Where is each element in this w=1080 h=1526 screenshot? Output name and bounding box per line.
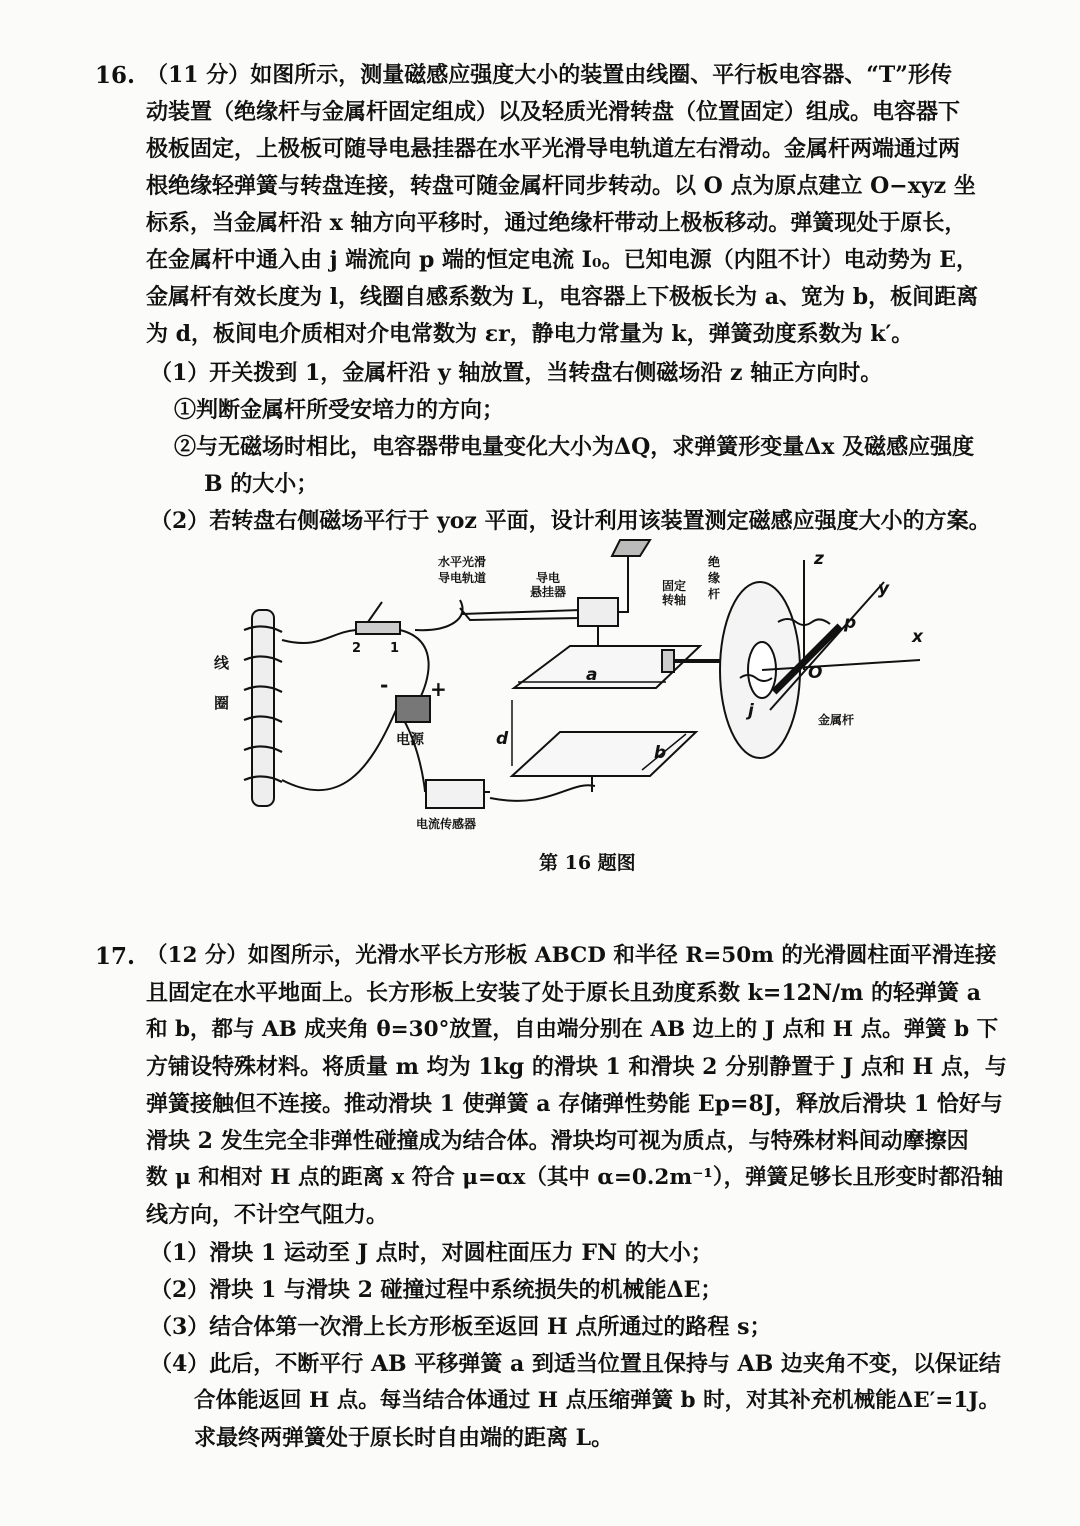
fixed-axle — [662, 650, 674, 672]
axle-label: 转轴 — [662, 593, 687, 607]
text-line: 数 μ 和相对 H 点的距离 x 符合 μ=αx（其中 α=0.2m⁻¹），弹簧足够长且形变时都沿轴 — [146, 1165, 1004, 1190]
text-line: 金属杆有效长度为 l，线圈自感系数为 L，电容器上下极板长为 a、宽为 b，板间距离 — [146, 284, 979, 310]
sub-question: （4）此后，不断平行 AB 平移弹簧 a 到适当位置且保持与 AB 边夹角不变，以保证结 — [150, 1351, 1001, 1377]
text-line: （12 分）如图所示，光滑水平长方形板 ABCD 和半径 R=50m 的光滑圆柱面平滑连接 — [146, 943, 997, 968]
sub-question: （1）滑块 1 运动至 J 点时，对圆柱面压力 FN 的大小； — [150, 1240, 713, 1266]
text-line: 且固定在水平地面上。长方形板上安装了处于原长且劲度系数 k=12N/m 的轻弹簧 a — [146, 980, 981, 1006]
text-line: （11 分）如图所示，测量磁感应强度大小的装置由线圈、平行板电容器、“T”形传 — [146, 62, 952, 88]
lower-plate — [512, 732, 696, 776]
insulating-rod-label: 绝 — [708, 555, 721, 569]
axle-label: 固定 — [662, 579, 687, 593]
point-j-label: j — [748, 701, 754, 721]
rail-label: 水平光滑 — [438, 555, 487, 569]
wire — [282, 630, 356, 643]
apparatus-diagram — [200, 530, 940, 850]
switch-terminal-label: 2 — [352, 641, 362, 656]
coil-label: 圈 — [214, 694, 230, 712]
sub-question: （1）开关拨到 1，金属杆沿 y 轴放置，当转盘右侧磁场沿 z 轴正方向时。 — [150, 360, 883, 386]
figure-caption: 第 16 题图 — [539, 852, 636, 874]
wire — [400, 630, 429, 702]
sub-question: ②与无磁场时相比，电容器带电量变化大小为ΔQ，求弹簧形变量Δx 及磁感应强度 — [174, 434, 975, 460]
sub-question: （2）滑块 1 与滑块 2 碰撞过程中系统损失的机械能ΔE； — [150, 1277, 723, 1303]
switch-lever — [368, 602, 382, 622]
text-line: 极板固定，上极板可随导电悬挂器在水平光滑导电轨道左右滑动。金属杆两端通过两 — [146, 136, 961, 162]
axis-x-label: x — [912, 627, 923, 647]
support-plate — [612, 540, 650, 556]
axis-z-label: z — [814, 549, 824, 569]
label-b: b — [654, 743, 667, 763]
hanger-label: 悬挂器 — [530, 585, 567, 599]
sub-question: B 的大小； — [204, 471, 319, 497]
wire — [490, 785, 595, 801]
metal-rod-label: 金属杆 — [818, 713, 855, 727]
question-number: 17. — [95, 943, 136, 970]
point-p-label: p — [844, 613, 857, 633]
sub-question: 合体能返回 H 点。每当结合体通过 H 点压缩弹簧 b 时，对其补充机械能ΔE′=1J。 — [194, 1388, 1000, 1413]
wire — [282, 710, 396, 790]
text-line: 和 b，都与 AB 成夹角 θ=30°放置，自由端分别在 AB 边上的 J 点和 H 点。弹簧 b 下 — [146, 1017, 999, 1042]
sensor-label: 电流传感器 — [416, 817, 477, 831]
text-line: 标系，当金属杆沿 x 轴方向平移时，通过绝缘杆带动上极板移动。弹簧现处于原长， — [146, 210, 967, 236]
source-label: 电源 — [396, 732, 424, 748]
hanger-label: 导电 — [536, 571, 561, 585]
text-line: 根绝缘轻弹簧与转盘连接，转盘可随金属杆同步转动。以 O 点为原点建立 O−xyz 坐 — [146, 173, 976, 199]
origin-label: O — [808, 663, 823, 683]
text-line: 为 d，板间电介质相对介电常数为 εr，静电力常量为 k，弹簧劲度系数为 k′。 — [146, 321, 914, 347]
text-line: 弹簧接触但不连接。推动滑块 1 使弹簧 a 存储弹性势能 Ep=8J，释放后滑块 1 恰好与 — [146, 1091, 1003, 1117]
current-sensor — [426, 780, 484, 808]
text-line: 方铺设特殊材料。将质量 m 均为 1kg 的滑块 1 和滑块 2 分别静置于 J 点和 H 点，与 — [146, 1054, 1007, 1080]
text-line: 在金属杆中通入由 j 端流向 p 端的恒定电流 I₀。已知电源（内阻不计）电动势为 E， — [146, 247, 978, 273]
label-a: a — [586, 665, 598, 685]
switch-terminal-label: 1 — [390, 641, 400, 656]
switch — [356, 622, 400, 634]
text-line: 线方向，不计空气阻力。 — [146, 1202, 389, 1228]
wire — [415, 600, 463, 630]
coil-label: 线 — [214, 654, 230, 672]
figure-16 — [200, 530, 940, 850]
insulating-rod-label: 杆 — [708, 587, 721, 601]
conductive-hanger — [578, 598, 618, 626]
minus-label: - — [380, 673, 389, 697]
question-number: 16. — [95, 62, 136, 89]
axis-y-label: y — [878, 579, 890, 599]
rail-label: 导电轨道 — [438, 571, 487, 585]
label-d: d — [496, 729, 509, 749]
text-line: 滑块 2 发生完全非弹性碰撞成为结合体。滑块均可视为质点，与特殊材料间动摩擦因 — [146, 1128, 969, 1154]
sub-question: （2）若转盘右侧磁场平行于 yoz 平面，设计利用该装置测定磁感应强度大小的方案。 — [150, 508, 991, 534]
sub-question: 求最终两弹簧处于原长时自由端的距离 L。 — [194, 1425, 614, 1451]
sub-question: ①判断金属杆所受安培力的方向； — [174, 397, 505, 423]
insulating-rod-label: 缘 — [708, 571, 721, 585]
sub-question: （3）结合体第一次滑上长方形板至返回 H 点所通过的路程 s； — [150, 1314, 772, 1340]
text-line: 动装置（绝缘杆与金属杆固定组成）以及轻质光滑转盘（位置固定）组成。电容器下 — [146, 99, 961, 125]
plus-label: + — [430, 677, 447, 701]
conductive-rail — [460, 608, 580, 620]
battery — [396, 696, 430, 722]
